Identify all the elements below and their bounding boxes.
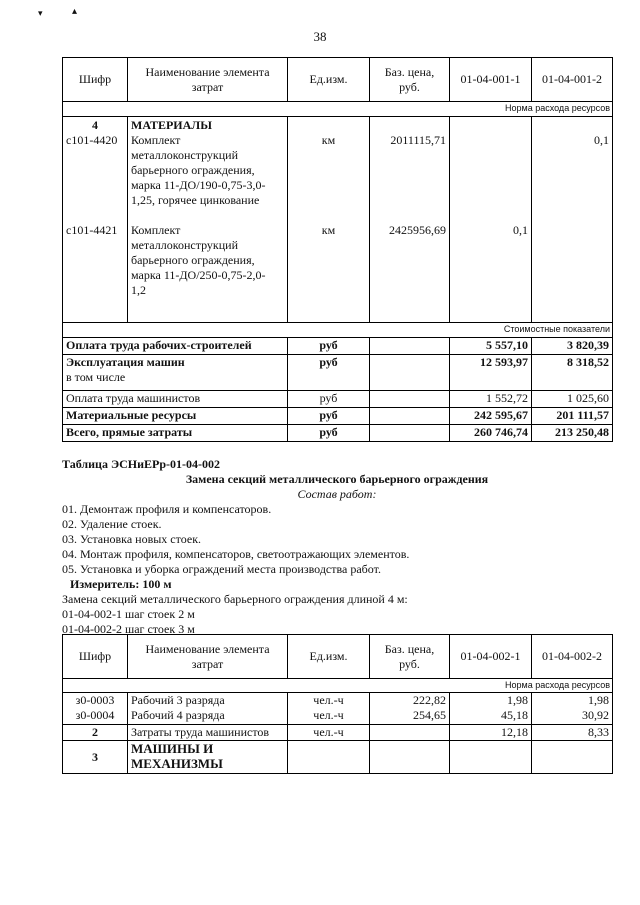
header-col2: 01-04-002-2 xyxy=(532,635,613,679)
header-price: Баз. цена, руб. xyxy=(370,58,450,102)
resource-name: Рабочий 4 разряда xyxy=(131,708,225,722)
cost-name: Материальные ресурсы xyxy=(63,408,288,425)
cost-row xyxy=(63,425,613,442)
header-name: Наименование элемента затрат xyxy=(128,635,288,679)
material-price: 2011115,71 xyxy=(390,133,446,147)
works-title: Состав работ: xyxy=(297,487,377,501)
labor-rows xyxy=(63,693,613,725)
cost-unit: руб xyxy=(288,355,370,391)
cost-col2: 201 111,57 xyxy=(532,408,613,425)
resource-price: 254,65 xyxy=(413,708,446,722)
resource-table-01-04-002 xyxy=(62,634,613,774)
resource-name: Рабочий 3 разряда xyxy=(131,693,225,707)
cost-row xyxy=(63,338,613,355)
table-header-row xyxy=(63,635,613,679)
resource-code: 2 xyxy=(63,725,128,741)
machines-row xyxy=(63,741,613,774)
section-number: 4 xyxy=(92,118,98,132)
cost-row xyxy=(63,408,613,425)
header-col1: 01-04-002-1 xyxy=(450,635,532,679)
cost-col1: 260 746,74 xyxy=(450,425,532,442)
resource-col1: 1,98 xyxy=(507,693,528,707)
material-code: с101-4420 xyxy=(66,133,118,147)
work-item: 04. Монтаж профиля, компенсаторов, светоотражающих элементов. xyxy=(62,547,410,561)
cost-col2: 3 820,39 xyxy=(532,338,613,355)
measure-unit: Измеритель: 100 м xyxy=(70,577,172,591)
header-unit: Ед.изм. xyxy=(288,58,370,102)
resource-col2: 1,98 xyxy=(588,693,609,707)
cost-col2: 213 250,48 xyxy=(532,425,613,442)
material-name: Комплект металлоконструкций барьерного ограждения, марка 11-ДО/250-0,75-2,0- 1,2 xyxy=(131,223,266,297)
header-price: Баз. цена, руб. xyxy=(370,635,450,679)
work-item: 05. Установка и уборка ограждений места производства работ. xyxy=(62,562,381,576)
resource-price: 222,82 xyxy=(413,693,446,707)
section-title: МАШИНЫ И xyxy=(131,741,214,756)
cost-name: в том числе xyxy=(66,370,126,384)
cost-name: Эксплуатация машин xyxy=(66,355,185,369)
material-col1: 0,1 xyxy=(513,223,528,237)
norm-label: Норма расхода ресурсов xyxy=(63,102,613,117)
cost-col1: 242 595,67 xyxy=(450,408,532,425)
material-unit: км xyxy=(321,223,336,237)
material-col2: 0,1 xyxy=(594,133,609,147)
variant-item: 01-04-002-1 шаг стоек 2 м xyxy=(62,607,195,621)
resource-table-01-04-001 xyxy=(62,57,613,442)
cost-name: Оплата труда машинистов xyxy=(63,391,288,408)
resource-unit: чел.-ч xyxy=(288,725,370,741)
section-title: МАТЕРИАЛЫ xyxy=(131,118,212,132)
resource-price xyxy=(370,725,450,741)
header-unit: Ед.изм. xyxy=(288,635,370,679)
table-subtitle: Замена секций металлического барьерного ограждения xyxy=(185,472,489,486)
resource-name: Затраты труда машинистов xyxy=(128,725,288,741)
resource-code: з0-0004 xyxy=(75,708,115,722)
scan-mark-left: ▾ xyxy=(38,8,43,18)
header-col2: 01-04-001-2 xyxy=(532,58,613,102)
cost-unit: руб xyxy=(288,338,370,355)
material-name: Комплект металлоконструкций барьерного ограждения, марка 11-ДО/190-0,75-3,0- 1,25, горячее цинкование xyxy=(131,133,266,207)
resource-code: з0-0003 xyxy=(75,693,115,707)
measure-description: Замена секций металлического барьерного ограждения длиной 4 м: xyxy=(62,592,408,606)
section-title: МЕХАНИЗМЫ xyxy=(131,756,223,771)
header-col1: 01-04-001-1 xyxy=(450,58,532,102)
cost-label: Стоимостные показатели xyxy=(63,323,613,338)
table-title: Таблица ЭСНиЕРр-01-04-002 xyxy=(62,457,221,471)
cost-unit: руб xyxy=(288,391,370,408)
page-number: 38 xyxy=(313,29,327,44)
cost-col1: 12 593,97 xyxy=(450,355,532,391)
cost-row xyxy=(63,391,613,408)
cost-col2: 1 025,60 xyxy=(532,391,613,408)
section-number: 3 xyxy=(63,741,128,774)
work-item: 01. Демонтаж профиля и компенсаторов. xyxy=(62,502,272,516)
cost-row xyxy=(63,355,613,391)
resource-col1: 12,18 xyxy=(450,725,532,741)
scan-mark-right: ▴ xyxy=(72,6,78,17)
material-price: 2425956,69 xyxy=(389,223,446,237)
cost-unit: руб xyxy=(288,425,370,442)
header-code: Шифр xyxy=(63,58,128,102)
cost-name: Всего, прямые затраты xyxy=(63,425,288,442)
cost-unit: руб xyxy=(288,408,370,425)
cost-col1: 5 557,10 xyxy=(450,338,532,355)
header-code: Шифр xyxy=(63,635,128,679)
material-code: с101-4421 xyxy=(66,223,118,237)
cost-col1: 1 552,72 xyxy=(450,391,532,408)
work-item: 02. Удаление стоек. xyxy=(62,517,162,531)
table-header-row xyxy=(63,58,613,102)
resource-unit: чел.-ч xyxy=(313,708,344,722)
norm-label: Норма расхода ресурсов xyxy=(63,679,613,693)
resource-col2: 8,33 xyxy=(532,725,613,741)
resource-col1: 45,18 xyxy=(501,708,528,722)
cost-col2: 8 318,52 xyxy=(532,355,613,391)
variant-item: 01-04-002-2 шаг стоек 3 м xyxy=(62,622,195,636)
material-unit: км xyxy=(321,133,336,147)
cost-name: Оплата труда рабочих-строителей xyxy=(63,338,288,355)
materials-section xyxy=(63,117,613,323)
material-col1 xyxy=(453,133,528,148)
resource-unit: чел.-ч xyxy=(313,693,344,707)
work-item: 03. Установка новых стоек. xyxy=(62,532,202,546)
resource-col2: 30,92 xyxy=(582,708,609,722)
header-name: Наименование элемента затрат xyxy=(128,58,288,102)
operators-row xyxy=(63,725,613,741)
